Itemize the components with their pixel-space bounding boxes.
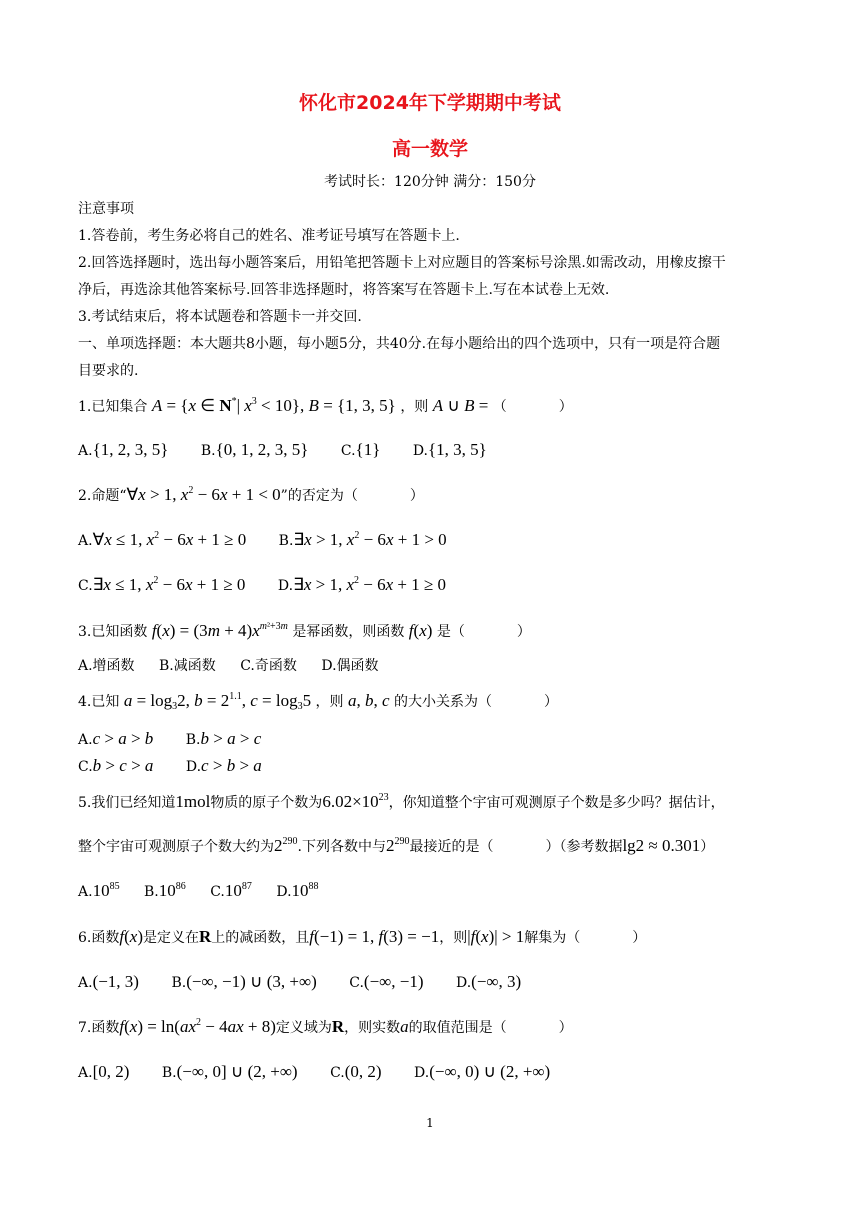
- notes-heading: 注意事项: [78, 201, 134, 217]
- q4-prefix: 4.已知: [78, 694, 120, 710]
- option-a: A.: [78, 1065, 93, 1081]
- q2-prefix: 2.命题“: [78, 488, 127, 504]
- question-4: 4.已知 $a = \log_32$, $b = 2^{1.1}$, $c = \log_35$ ，则 a, b, c 的大小关系为（ ）: [78, 691, 558, 712]
- exam-title: 怀化市2024年下学期期中考试: [299, 92, 561, 114]
- question-4-options-row2: C.b > c > a D.c > b > a: [78, 756, 262, 775]
- option-b: B.减函数: [159, 658, 216, 674]
- question-6-options: A.(−1, 3) B.(−∞, −1) ∪ (3, +∞) C.(−∞, −1) D.(−∞, 3): [78, 972, 522, 991]
- option-a: A.: [78, 533, 93, 549]
- question-5-line2: 整个宇宙可观测原子个数大约为$2^{290}$.下列各数中与$2^{290}$最接近的是（ ）（参考数据lg2 ≈ 0.301）: [78, 836, 715, 855]
- option-b: B.: [278, 533, 294, 549]
- note-item: 净后，再选涂其他答案标号.回答非选择题时，将答案写在答题卡上.写在本试卷上无效.: [78, 282, 610, 298]
- q4-formula: $a = \log_32$, $b = 2^{1.1}$, $c = \log_35$: [123, 691, 312, 712]
- option-c: C.: [340, 443, 356, 459]
- note-item: 2.回答选择题时，选出每小题答案后，用铅笔把答题卡上对应题目的答案标号涂黑.如需改动，用橡皮擦干: [78, 255, 726, 271]
- question-2-options-row1: A.∀x ≤ 1, $x^2 - 6x + 1 \ge 0$ B.∃x > 1, $x^2 - 6x + 1 > 0$: [78, 530, 447, 549]
- section-heading: 一、单项选择题：本大题共8小题，每小题5分，共40分.在每小题给出的四个选项中，只有一项是符合题: [78, 336, 721, 352]
- option-c: C.: [78, 578, 93, 594]
- q2-suffix: ”的否定为（: [280, 488, 358, 504]
- option-a: A.: [78, 975, 93, 991]
- question-7-options: A.[0, 2) B.(−∞, 0] ∪ (2, +∞) C.(0, 2) D.(−∞, 0) ∪ (2, +∞): [78, 1062, 551, 1081]
- option-c: C.: [78, 759, 93, 775]
- option-b: B.: [161, 1065, 177, 1081]
- question-4-options-row1: A.c > a > b B.b > a > c: [78, 729, 262, 748]
- section-heading-cont: 目要求的.: [78, 363, 139, 379]
- exam-info: 考试时长：120分钟 满分：150分: [324, 174, 536, 190]
- option-d: D.: [277, 578, 294, 594]
- q1-union: A ∪ B =: [432, 396, 489, 415]
- question-5-options: $A.10^{85}$ $B.10^{86}$ $C.10^{87}$ $D.10^{88}$: [78, 881, 319, 900]
- q1-suffix: ，则: [400, 399, 429, 415]
- option-c: C.: [349, 975, 364, 991]
- option-d: D.: [414, 1065, 430, 1081]
- option-c: C.奇函数: [240, 658, 297, 674]
- option-c: C.: [210, 884, 225, 900]
- option-a: A.增函数: [78, 658, 135, 674]
- q1-formula: A = {x ∈ N*| $x^3 < 10$}, B = {1, 3, 5}: [151, 396, 396, 415]
- option-a: A.: [78, 732, 93, 748]
- question-2: 2.命题“∀x > 1, $x^2 - 6x + 1 < 0$”的否定为（ ）: [78, 485, 424, 504]
- question-7: 7.函数$f(x) = \ln(ax^2 - 4ax + 8)$定义域为R，则实数a的取值范围是（ ）: [78, 1017, 573, 1036]
- option-d: D.偶函数: [321, 658, 379, 674]
- option-d: D.: [455, 975, 472, 991]
- q2-formula: ∀x > 1, $x^2 - 6x + 1 < 0$: [126, 485, 281, 504]
- question-5-line1: 5.我们已经知道1mol物质的原子个数为$6.02\times 10^{23}$，你知道整个宇宙可观测原子个数是多少吗？据估计，: [78, 792, 725, 811]
- option-a: A.: [78, 884, 93, 900]
- option-b: B.: [185, 732, 201, 748]
- q3-formula: $f(x) = (3m + 4)x^{m^2+3m}$: [151, 621, 288, 640]
- q3-prefix: 3.已知函数: [78, 624, 148, 640]
- question-6: 6.函数f(x)是定义在R上的减函数，且f(−1) = 1, f(3) = −1，则|f(x)| > 1解集为（ ）: [78, 927, 647, 946]
- option-d: D.: [412, 443, 429, 459]
- note-item: 1.答卷前，考生务必将自己的姓名、准考证号填写在答题卡上.: [78, 228, 460, 244]
- question-1: 1.已知集合 A = {x ∈ N*| $x^3 < 10$}, B = {1, 3, 5} ，则 A ∪ B = （ ）: [78, 396, 573, 415]
- option-b: B.: [144, 884, 159, 900]
- option-b: B.: [200, 443, 216, 459]
- q1-prefix: 1.已知集合: [78, 399, 148, 415]
- exam-subtitle: 高一数学: [391, 138, 468, 160]
- option-b: B.: [171, 975, 187, 991]
- option-c: C.: [330, 1065, 345, 1081]
- question-3-options: [78, 656, 379, 676]
- option-d: D.: [185, 759, 202, 775]
- option-d: D.: [276, 884, 292, 900]
- question-1-options: A.{1, 2, 3, 5} B.{0, 1, 2, 3, 5} C.{1} D.{1, 3, 5}: [78, 440, 487, 459]
- page-number: 1: [426, 1116, 434, 1130]
- note-item: 3.考试结束后，将本试题卷和答题卡一并交回.: [78, 309, 362, 325]
- option-a: A.: [78, 443, 93, 459]
- question-3: 3.已知函数 $f(x) = (3m + 4)x^{m^2+3m}$ 是幂函数，则函数 f(x) 是（ ）: [78, 621, 531, 640]
- q3-mid: 是幂函数，则函数: [292, 624, 405, 640]
- question-2-options-row2: C.∃x ≤ 1, $x^2 - 6x + 1 \ge 0$ D.∃x > 1, $x^2 - 6x + 1 \ge 0$: [78, 575, 447, 594]
